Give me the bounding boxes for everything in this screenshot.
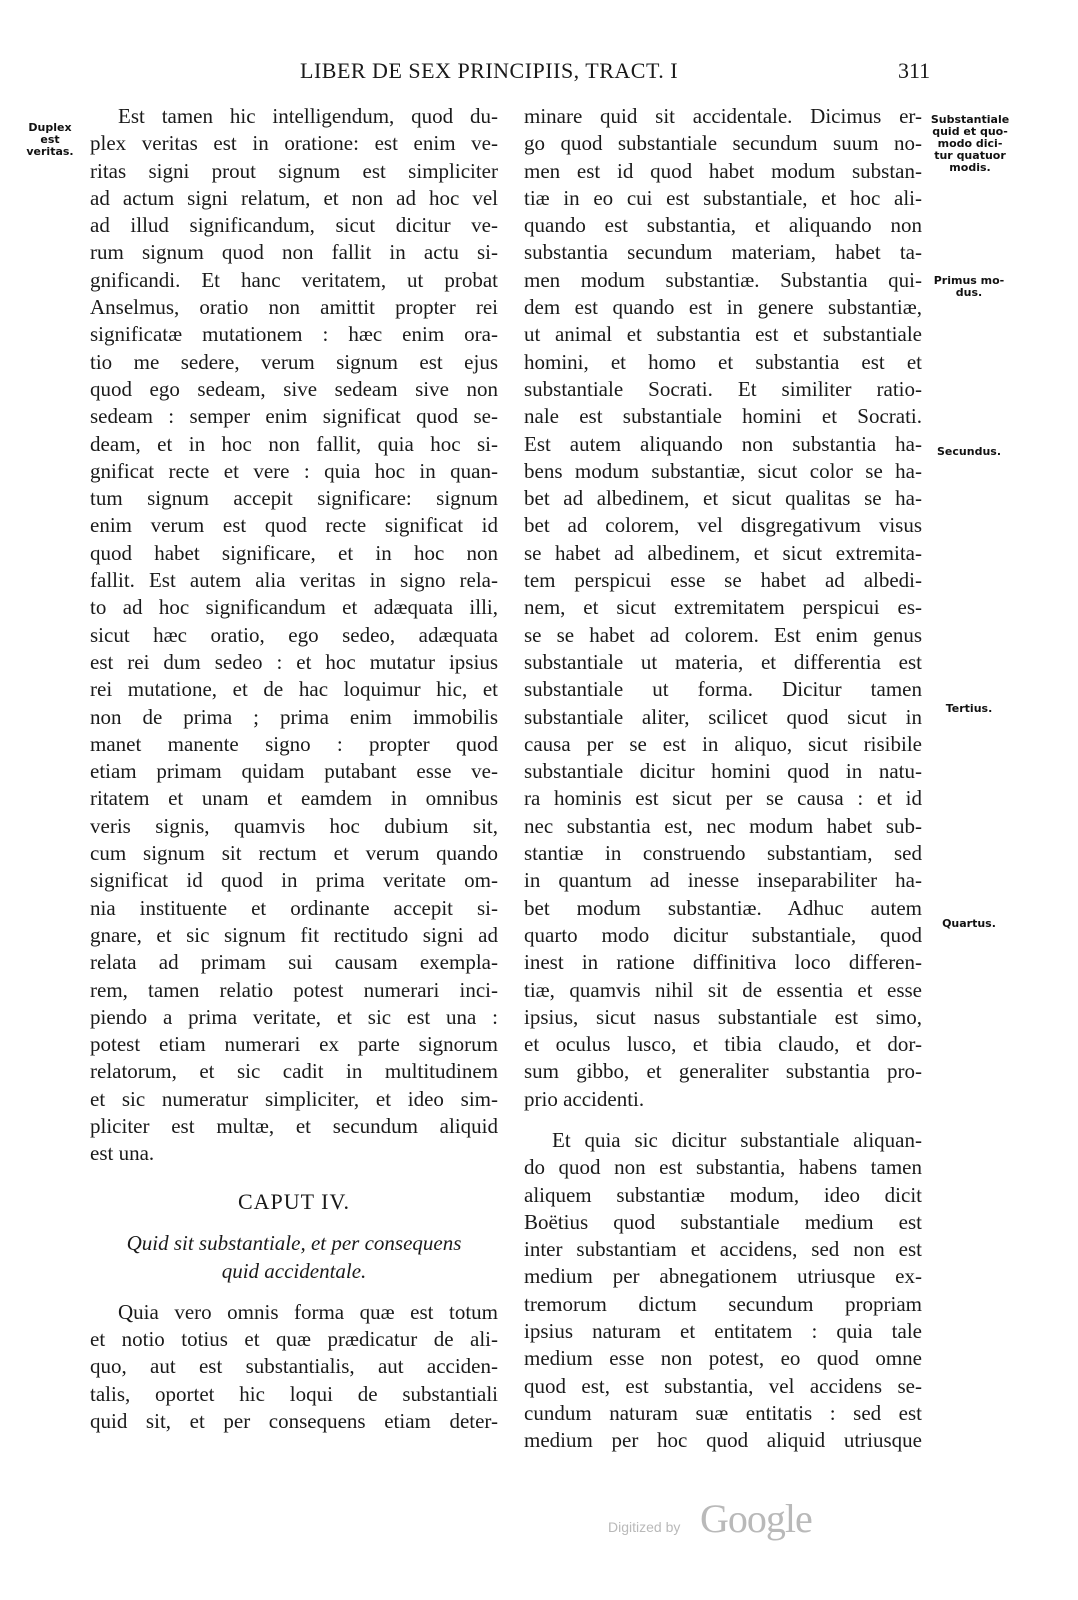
page-number: 311: [898, 58, 931, 83]
margin-note-tertius: [932, 703, 1006, 715]
text-line: substantiale Socrati. Et similiter ratio-: [524, 376, 922, 401]
text-line: do quod non est substantia, habens tamen: [524, 1155, 922, 1180]
text-line: quo, aut est substantialis, aut acciden-: [90, 1354, 498, 1379]
text-line: quando est substantia, et aliquando non: [524, 213, 922, 238]
text-line: significat id quod in prima veritate om-: [90, 868, 498, 893]
text-line: nia instituente et ordinante accepit si-: [90, 895, 498, 920]
text-line: ritas signi prout signum est simpliciter: [90, 158, 498, 183]
text-line: substantiale ut forma. Dicitur tamen: [524, 677, 922, 702]
text-line: quod ego sedeam, sive sedeam sive non: [90, 376, 498, 401]
text-line: relata ad primam sui causam exempla-: [90, 950, 498, 975]
text-line: sum gibbo, et generaliter substantia pro-: [524, 1059, 922, 1084]
subtitle-line: Quid sit substantiale, et per consequens: [126, 1230, 462, 1255]
text-line: enim verum est quod recte significat id: [90, 513, 498, 538]
text-line: go quod substantiale secundum suum no-: [524, 131, 922, 156]
text-line: significatæ mutationem : hæc enim ora-: [90, 322, 498, 347]
text-line: causa per se est in aliquo, sicut risibile: [524, 731, 922, 756]
text-line: ad actum signi relatum, et non ad hoc vel: [90, 185, 498, 210]
google-logo: Google: [700, 1496, 812, 1541]
digitized-label: Digitized by: [608, 1519, 681, 1535]
text-line: rum signum quod non fallit in actu si-: [90, 240, 498, 265]
text-line: gnare, et sic signum fit rectitudo signi ad: [90, 922, 498, 947]
text-line: ut animal et substantia est et substantiale: [524, 322, 922, 347]
text-line: substantiale aliter, scilicet quod sicut in: [524, 704, 922, 729]
text-line: gnificat recte et vere : quia hoc in quan-: [90, 458, 498, 483]
margin-note-line: quid et quo-: [932, 125, 1008, 138]
margin-note-quartus: [932, 918, 1006, 930]
text-line: pliciter est multæ, et secundum aliquid: [90, 1113, 498, 1138]
margin-note-line: Secundus.: [937, 445, 1001, 458]
text-line: quid sit, et per consequens etiam deter-: [90, 1409, 498, 1434]
text-line: medium esse non potest, eo quod omne: [524, 1346, 922, 1371]
text-line: relatorum, et sic cadit in multitudinem: [90, 1059, 498, 1084]
text-line: nec substantia est, nec modum habet sub-: [524, 813, 922, 838]
text-line: et oculus lusco, et tibia claudo, et dor-: [524, 1032, 922, 1057]
text-line: potest etiam numerari ex parte signorum: [90, 1032, 498, 1057]
text-line: gnificandi. Et hanc veritatem, ut probat: [90, 267, 498, 292]
text-line: ipsius, sicut nasus substantiale est simo,: [524, 1004, 922, 1029]
text-line: tio me sedere, verum signum est ejus: [90, 349, 498, 374]
text-line: est rei dum sedeo : et hoc mutatur ipsius: [90, 649, 498, 674]
margin-note-secundus: [932, 446, 1006, 458]
text-line: se se habet ad colorem. Est enim genus: [524, 622, 922, 647]
text-line: tiæ in eo cui est substantiale, et hoc ali-: [524, 185, 922, 210]
margin-note-line: Substantiale: [930, 113, 1010, 126]
margin-note-line: Tertius.: [945, 702, 993, 715]
paragraph: [524, 1127, 922, 1455]
text-line: et notio totius et quæ prædicatur de ali-: [90, 1327, 498, 1352]
text-line: se habet ad albedinem, et sicut extremita-: [524, 540, 922, 565]
text-line: stantiæ in construendo substantiam, sed: [524, 841, 922, 866]
text-line: ra hominis est sicut per se causa : et id: [524, 786, 922, 811]
text-line: aliquem substantiæ modum, ideo dicit: [524, 1182, 922, 1207]
text-line: non de prima ; prima enim immobilis: [90, 704, 498, 729]
text-line: bet ad colorem, vel disgregativum visus: [524, 513, 922, 538]
text-line: etiam primam quidam putabant esse ve-: [90, 759, 498, 784]
text-line: men modum substantiæ. Substantia qui-: [524, 267, 922, 292]
text-line: rem, tamen relatio potest numerari inci-: [90, 977, 498, 1002]
text-line: Quia vero omnis forma quæ est totum: [118, 1299, 498, 1324]
text-line: bens modum substantiæ, sicut color se ha-: [524, 458, 922, 483]
text-line: veris signis, quamvis hoc dubium sit,: [90, 813, 498, 838]
text-line: tiæ, quamvis nihil sit de essentia et esse: [524, 977, 922, 1002]
text-line: deam, et in hoc non fallit, quia hoc si-: [90, 431, 498, 456]
text-line: tem perspicui esse se habet ad albedi-: [524, 568, 922, 593]
text-line: piendo a prima veritate, et sic est una :: [90, 1004, 498, 1029]
text-line: Est autem aliquando non substantia ha-: [524, 431, 922, 456]
text-line: men est id quod habet modum substan-: [524, 158, 922, 183]
text-line: ipsius naturam et entitatem : quia tale: [524, 1319, 922, 1344]
text-line: sedeam : semper enim significat quod se-: [90, 404, 498, 429]
page-header: [0, 58, 1078, 90]
subtitle-line: quid accidentale.: [221, 1258, 367, 1283]
margin-note-primus-modus: [930, 275, 1008, 299]
text-line: quod est, est substantia, vel accidens se-: [524, 1373, 922, 1398]
margin-note-line: Duplex est: [28, 121, 72, 146]
margin-note-line: Primus mo-: [933, 274, 1005, 287]
text-line: fallit. Est autem alia veritas in signo rela-: [90, 568, 498, 593]
paragraph: [90, 1299, 498, 1435]
left-column: [90, 103, 498, 1435]
chapter-title: CAPUT IV.: [237, 1188, 351, 1214]
text-line: talis, oportet hic loqui de substantiali: [90, 1381, 498, 1406]
paragraph: [524, 103, 922, 1113]
text-line: dem est quando est in genere substantiæ,: [524, 295, 922, 320]
text-line: cundum naturam suæ entitatis : sed est: [524, 1400, 922, 1425]
text-line: cum signum sit rectum et verum quando: [90, 841, 498, 866]
text-line: substantiale dicitur homini quod in natu-: [524, 759, 922, 784]
text-line: nale est substantiale homini et Socrati.: [524, 404, 922, 429]
running-head: LIBER DE SEX PRINCIPIIS, TRACT. I: [300, 58, 679, 83]
chapter-subtitle: [90, 1229, 498, 1285]
text-line: Est tamen hic intelligendum, quod du-: [118, 104, 498, 128]
text-line: prio accidenti.: [524, 1086, 645, 1111]
margin-note-line: tur quatuor: [934, 149, 1006, 162]
text-line: to ad hoc significandum et adæquata illi,: [90, 595, 498, 620]
text-line: plex veritas est in oratione: est enim ve-: [90, 131, 498, 156]
text-line: homini, et homo et substantia est et: [524, 349, 922, 374]
text-line: substantiale ut materia, et differentia est: [524, 649, 922, 674]
paragraph: [90, 103, 498, 1168]
text-line: inter substantiam et accidens, sed non est: [524, 1237, 922, 1262]
text-line: Boëtius quod substantiale medium est: [524, 1209, 922, 1234]
text-line: Et quia sic dicitur substantiale aliquan-: [552, 1127, 922, 1152]
text-line: tum signum accepit significare: signum: [90, 486, 498, 511]
digitized-watermark: [608, 1495, 838, 1555]
text-line: ad illud significandum, sicut dicitur ve-: [90, 213, 498, 238]
margin-note-line: veritas.: [26, 145, 74, 158]
text-line: bet modum substantiæ. Adhuc autem: [524, 895, 922, 920]
text-line: substantia secundum materiam, habet ta-: [524, 240, 922, 265]
margin-note-substantiale: [930, 114, 1010, 174]
margin-note-line: Quartus.: [942, 917, 996, 930]
margin-note-line: modo dici-: [937, 137, 1003, 150]
text-line: inest in ratione diffinitiva loco differen-: [524, 950, 922, 975]
text-line: rei mutatione, et de hac loquimur hic, et: [90, 677, 498, 702]
text-line: ritatem et unam et eamdem in omnibus: [90, 786, 498, 811]
text-line: sicut hæc oratio, ego sedeo, adæquata: [90, 622, 498, 647]
text-line: quarto modo dicitur substantiale, quod: [524, 922, 922, 947]
text-line: bet ad albedinem, et sicut qualitas se ha-: [524, 486, 922, 511]
text-line: et sic numeratur simpliciter, et ideo sim-: [90, 1086, 498, 1111]
text-line: medium per abnegationem utriusque ex-: [524, 1264, 922, 1289]
text-line: Anselmus, oratio non amittit propter rei: [90, 295, 498, 320]
text-line: medium per hoc quod aliquid utriusque: [524, 1428, 922, 1453]
right-column: [524, 103, 922, 1455]
text-line: tremorum dictum secundum propriam: [524, 1291, 922, 1316]
margin-note-line: modis.: [949, 161, 991, 174]
text-line: quod habet significare, et in hoc non: [90, 540, 498, 565]
text-line: nem, et sicut extremitatem perspicui es-: [524, 595, 922, 620]
text-line: manet manente signo : propter quod: [90, 731, 498, 756]
text-line: est una.: [90, 1141, 155, 1166]
margin-note-line: dus.: [955, 286, 983, 299]
text-line: minare quid sit accidentale. Dicimus er-: [524, 104, 922, 128]
margin-note-duplex-veritas: [18, 122, 82, 158]
text-line: in quantum ad inesse inseparabiliter ha-: [524, 868, 922, 893]
